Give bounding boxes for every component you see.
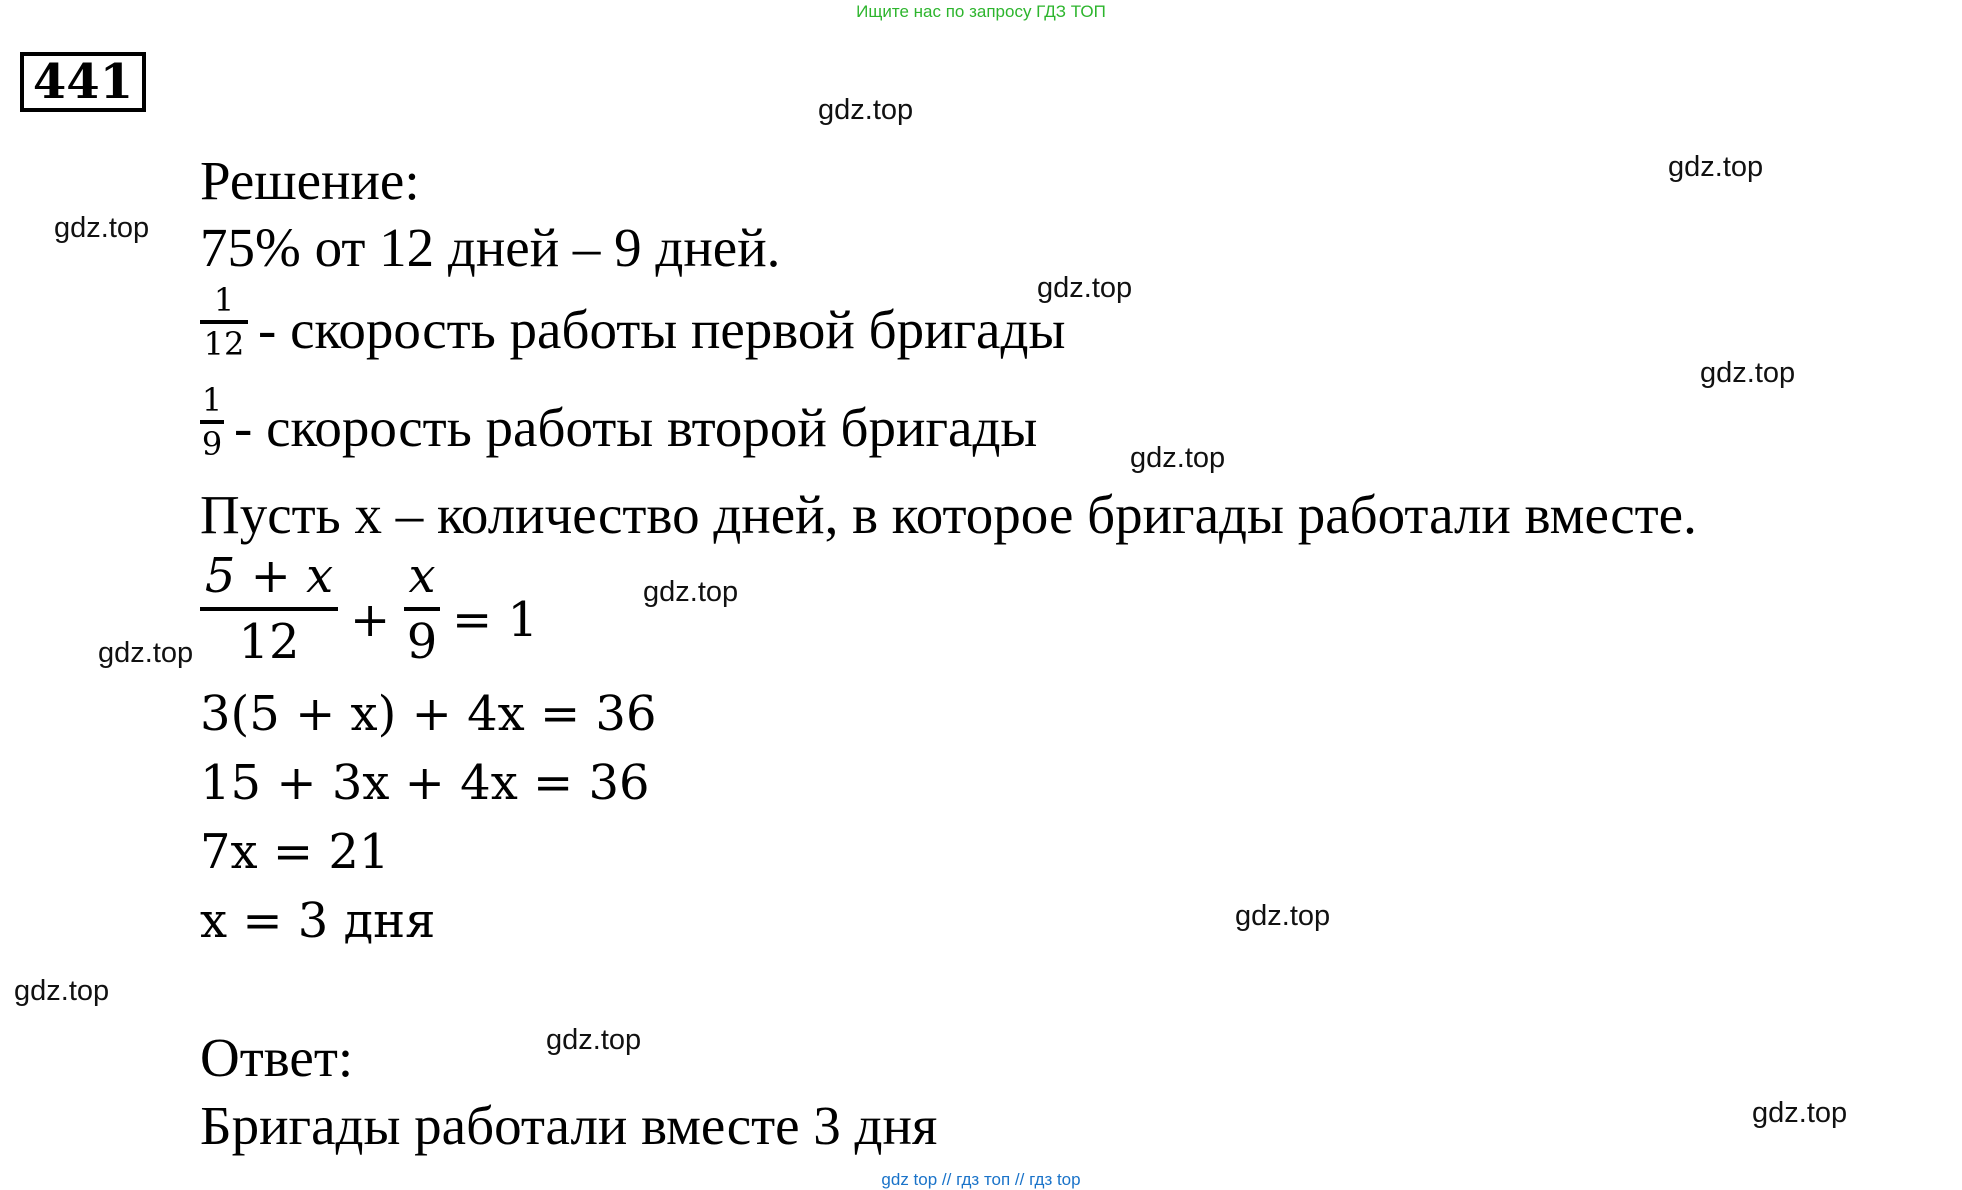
step-3: 7x = 21 [200,824,390,880]
equation-fraction-1 [200,548,338,670]
watermark: gdz.top [54,212,150,244]
answer-title: Ответ: [200,1027,354,1088]
equation-fraction-1-denominator: 12 [238,614,300,670]
problem-number: 441 [20,52,146,112]
speed2-denominator: 9 [201,425,223,463]
fraction-bar [200,607,338,611]
watermark: gdz.top [1130,442,1226,474]
speed1-numerator: 1 [213,281,235,319]
equation-fraction-2 [404,548,440,670]
watermark: gdz.top [1037,272,1133,304]
watermark: gdz.top [643,576,739,608]
footer-links: gdz top // гдз топ // гдз top [881,1170,1081,1189]
equation-rhs: = 1 [452,592,539,648]
watermark: gdz.top [1235,900,1331,932]
watermark: gdz.top [14,975,110,1007]
equation-plus: + [350,592,391,648]
top-banner: Ищите нас по запросу ГДЗ ТОП [856,2,1106,21]
speed2-numerator: 1 [201,381,223,419]
fraction-bar [200,320,248,324]
speed1-fraction [200,281,248,363]
watermark: gdz.top [1752,1097,1848,1129]
equation-fraction-2-denominator: 9 [406,614,438,670]
fraction-bar [404,607,440,611]
step-2: 15 + 3x + 4x = 36 [200,755,650,811]
speed1-denominator: 12 [203,325,245,363]
equation-fraction-1-numerator: 5 + x [204,548,334,604]
watermark: gdz.top [1668,151,1764,183]
watermark: gdz.top [546,1024,642,1056]
answer-text: Бригады работали вместе 3 дня [200,1095,938,1156]
speed1-text: - скорость работы первой бригады [258,299,1066,360]
let-x-statement: Пусть х – количество дней, в которое бригады работали вместе. [200,484,1697,545]
speed2-text: - скорость работы второй бригады [234,397,1038,458]
solution-line-percent: 75% от 12 дней – 9 дней. [200,217,781,278]
watermark: gdz.top [1700,357,1796,389]
step-4: x = 3 дня [200,893,436,949]
solution-title: Решение: [200,150,420,211]
step-1: 3(5 + x) + 4x = 36 [200,686,657,742]
watermark: gdz.top [818,94,914,126]
speed2-fraction [200,381,224,463]
fraction-bar [200,420,224,424]
watermark: gdz.top [98,637,194,669]
equation-fraction-2-numerator: x [408,548,436,604]
